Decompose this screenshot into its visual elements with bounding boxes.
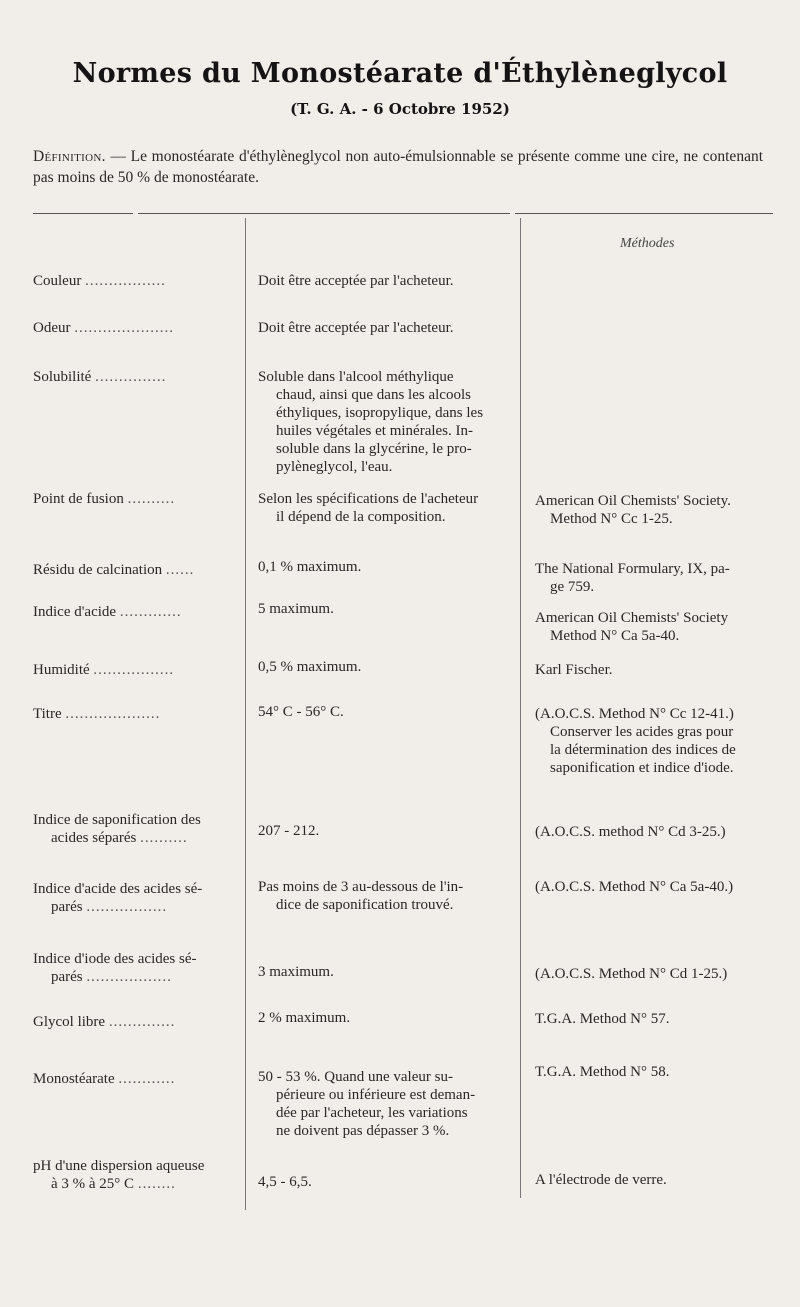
table-top-rule-left <box>33 213 133 214</box>
method: (A.O.C.S. Method N° Ca 5a-40.) <box>535 879 734 895</box>
method: A l'électrode de verre. <box>535 1172 667 1188</box>
specification: 5 maximum. <box>258 601 334 617</box>
table-top-rule-right <box>515 213 773 214</box>
definition-label: Définition. <box>33 148 106 165</box>
specification: Selon les spécifications de l'acheteur il dépend de la composition. <box>258 491 479 525</box>
property-label: Solubilité ............... <box>33 369 167 385</box>
table-top-rule-middle <box>138 213 510 214</box>
property-label: Indice de saponification des acides séparés .......... <box>33 812 201 846</box>
specification: 54° C - 56° C. <box>258 704 344 720</box>
column-divider-1 <box>245 218 246 1210</box>
specification: 0,1 % maximum. <box>258 559 362 575</box>
property-label: Couleur ................. <box>33 273 166 289</box>
property-label: Odeur ..................... <box>33 320 174 336</box>
property-label: pH d'une dispersion aqueuse à 3 % à 25° C ........ <box>33 1158 205 1192</box>
property-label: Indice d'acide des acides sé- parés ................. <box>33 881 203 915</box>
method: T.G.A. Method N° 57. <box>535 1011 670 1027</box>
document-subtitle: (T. G. A. - 6 Octobre 1952) <box>290 100 510 118</box>
specification: Soluble dans l'alcool méthylique chaud, ainsi que dans les alcools éthyliques, isopropylique, dans les huiles végétales et minérales. In- soluble dans la glycérine, le pro- pylèneglycol, l'eau. <box>258 369 484 475</box>
method: The National Formulary, IX, pa- ge 759. <box>535 561 730 595</box>
method: (A.O.C.S. method N° Cd 3-25.) <box>535 824 726 840</box>
property-label: Indice d'acide ............. <box>33 604 182 620</box>
specification: 207 - 212. <box>258 823 320 839</box>
specification: Pas moins de 3 au-dessous de l'in- dice de saponification trouvé. <box>258 879 464 913</box>
method: (A.O.C.S. Method N° Cd 1-25.) <box>535 966 728 982</box>
specification: 50 - 53 %. Quand une valeur su- périeure ou inférieure est deman- dée par l'acheteur, les variations ne doivent pas dépasser 3 %. <box>258 1069 476 1139</box>
method: American Oil Chemists' Society. Method N° Cc 1-25. <box>535 493 731 527</box>
specification: 4,5 - 6,5. <box>258 1174 312 1190</box>
property-label: Monostéarate ............ <box>33 1071 176 1087</box>
document-title: Normes du Monostéarate d'Éthylèneglycol <box>72 58 728 89</box>
method: American Oil Chemists' Society Method N° Ca 5a-40. <box>535 610 729 644</box>
specification: 0,5 % maximum. <box>258 659 362 675</box>
specification: 2 % maximum. <box>258 1010 351 1026</box>
method: T.G.A. Method N° 58. <box>535 1064 670 1080</box>
methods-column-header: Méthodes <box>620 236 675 251</box>
property-label: Humidité ................. <box>33 662 175 678</box>
property-label: Titre .................... <box>33 706 161 722</box>
method: Karl Fischer. <box>535 662 613 678</box>
column-divider-2 <box>520 218 521 1198</box>
specification: Doit être acceptée par l'acheteur. <box>258 273 454 289</box>
property-label: Glycol libre .............. <box>33 1014 176 1030</box>
definition-paragraph <box>33 146 763 188</box>
property-label: Indice d'iode des acides sé- parés .................. <box>33 951 197 985</box>
property-label: Point de fusion .......... <box>33 491 176 507</box>
method: (A.O.C.S. Method N° Cc 12-41.) Conserver les acides gras pour la détermination des indices de saponification et indice d'iode. <box>535 706 736 776</box>
specification: 3 maximum. <box>258 964 334 980</box>
definition-text: — Le monostéarate d'éthylèneglycol non auto-émulsionnable se présente comme une cire, ne contenant pas moins de 50 % de monostéarate. <box>33 148 763 186</box>
specification: Doit être acceptée par l'acheteur. <box>258 320 454 336</box>
property-label: Résidu de calcination ...... <box>33 562 195 578</box>
